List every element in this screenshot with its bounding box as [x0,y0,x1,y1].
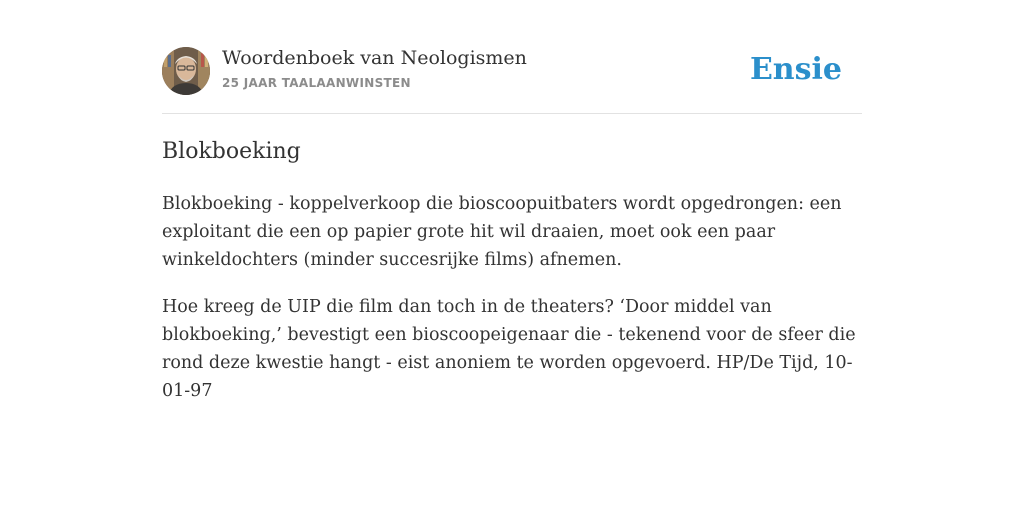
source-subtitle: 25 JAAR TAALAANWINSTEN [222,76,411,90]
author-portrait-icon [162,47,210,95]
source-title[interactable]: Woordenboek van Neologismen [222,47,527,69]
entry-term: Blokboeking [162,139,301,164]
header [162,46,862,96]
author-avatar[interactable] [162,47,210,95]
entry-definition: Blokboeking - koppelverkoop die bioscoopuitbaters wordt opgedrongen: een exploitant die een op papier grote hit wil draaien, moet ook een paar winkeldochters (minder succesrijke films) afnemen. [162,194,842,270]
divider [162,113,862,114]
ensie-logo[interactable]: Ensie [749,52,842,87]
entry-example: Hoe kreeg de UIP die film dan toch in de theaters? ‘Door middel van blokboeking,’ bevestigt een bioscoopeigenaar die - tekenend voor de sfeer die rond deze kwestie hangt - eist anoniem te worden opgevoerd. HP/De Tijd, 10-01-97 [162,297,856,401]
source-info [222,46,527,91]
